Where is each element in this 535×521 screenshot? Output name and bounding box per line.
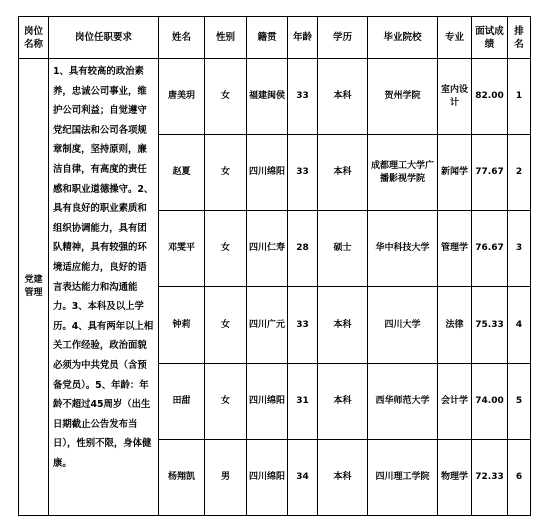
cell-school: 四川大学: [368, 287, 438, 363]
cell-education: 本科: [318, 439, 368, 515]
cell-score: 77.67: [472, 135, 508, 211]
cell-education: 本科: [318, 135, 368, 211]
header-gender: 性别: [205, 17, 247, 59]
cell-native-place: 四川绵阳: [247, 135, 288, 211]
cell-major: 会计学: [438, 363, 472, 439]
cell-gender: 男: [205, 439, 247, 515]
cell-score: 76.67: [472, 211, 508, 287]
cell-name: 田甜: [159, 363, 205, 439]
cell-rank: 1: [508, 59, 531, 135]
cell-school: 成都理工大学广播影视学院: [368, 135, 438, 211]
cell-education: 硕士: [318, 211, 368, 287]
cell-school: 华中科技大学: [368, 211, 438, 287]
cell-name: 钟莉: [159, 287, 205, 363]
cell-gender: 女: [205, 135, 247, 211]
cell-age: 34: [288, 439, 318, 515]
cell-gender: 女: [205, 59, 247, 135]
header-native-place: 籍贯: [247, 17, 288, 59]
cell-score: 74.00: [472, 363, 508, 439]
cell-major: 室内设计: [438, 59, 472, 135]
cell-rank: 2: [508, 135, 531, 211]
cell-major: 法律: [438, 287, 472, 363]
cell-education: 本科: [318, 287, 368, 363]
cell-native-place: 四川绵阳: [247, 363, 288, 439]
cell-rank: 6: [508, 439, 531, 515]
table-row: [19, 59, 531, 135]
cell-education: 本科: [318, 59, 368, 135]
cell-name: 邓雯平: [159, 211, 205, 287]
header-school: 毕业院校: [368, 17, 438, 59]
header-post-name: 岗位名称: [19, 17, 49, 59]
cell-gender: 女: [205, 363, 247, 439]
cell-school: 贺州学院: [368, 59, 438, 135]
cell-rank: 3: [508, 211, 531, 287]
cell-score: 75.33: [472, 287, 508, 363]
cell-native-place: 四川仁寿: [247, 211, 288, 287]
cell-native-place: 四川绵阳: [247, 439, 288, 515]
cell-major: 管理学: [438, 211, 472, 287]
header-post-requirements: 岗位任职要求: [49, 17, 159, 59]
cell-age: 33: [288, 59, 318, 135]
cell-age: 31: [288, 363, 318, 439]
cell-school: 西华师范大学: [368, 363, 438, 439]
header-education: 学历: [318, 17, 368, 59]
cell-score: 72.33: [472, 439, 508, 515]
cell-major: 新闻学: [438, 135, 472, 211]
cell-age: 28: [288, 211, 318, 287]
candidate-table: [18, 16, 531, 516]
cell-school: 四川理工学院: [368, 439, 438, 515]
cell-education: 本科: [318, 363, 368, 439]
cell-rank: 4: [508, 287, 531, 363]
cell-age: 33: [288, 135, 318, 211]
cell-gender: 女: [205, 287, 247, 363]
post-requirements-cell: 1、具有较高的政治素养，忠诚公司事业，维护公司利益；自觉遵守党纪国法和公司各项规章制度，坚持原则，廉洁自律，有高度的责任感和职业道德操守。2、具有良好的职业素质和组织协调能力，具有团队精神，具有较强的环境适应能力，良好的语言表达能力和沟通能力。3、本科及以上学历。4、具有两年以上相关工作经验，政治面貌必须为中共党员（含预备党员）。5、年龄：年龄不超过45周岁（出生日期截止公告发布当日），性别不限，身体健康。: [49, 59, 159, 516]
cell-score: 82.00: [472, 59, 508, 135]
header-row: [19, 17, 531, 59]
header-name: 姓名: [159, 17, 205, 59]
header-major: 专业: [438, 17, 472, 59]
cell-gender: 女: [205, 211, 247, 287]
cell-native-place: 福建闽侯: [247, 59, 288, 135]
cell-name: 唐美玥: [159, 59, 205, 135]
post-name-cell: 党建管理: [19, 59, 49, 516]
cell-name: 杨翔凯: [159, 439, 205, 515]
cell-native-place: 四川广元: [247, 287, 288, 363]
header-age: 年龄: [288, 17, 318, 59]
header-rank: 排名: [508, 17, 531, 59]
cell-name: 赵夏: [159, 135, 205, 211]
header-interview-score: 面试成绩: [472, 17, 508, 59]
cell-age: 33: [288, 287, 318, 363]
cell-major: 物理学: [438, 439, 472, 515]
cell-rank: 5: [508, 363, 531, 439]
